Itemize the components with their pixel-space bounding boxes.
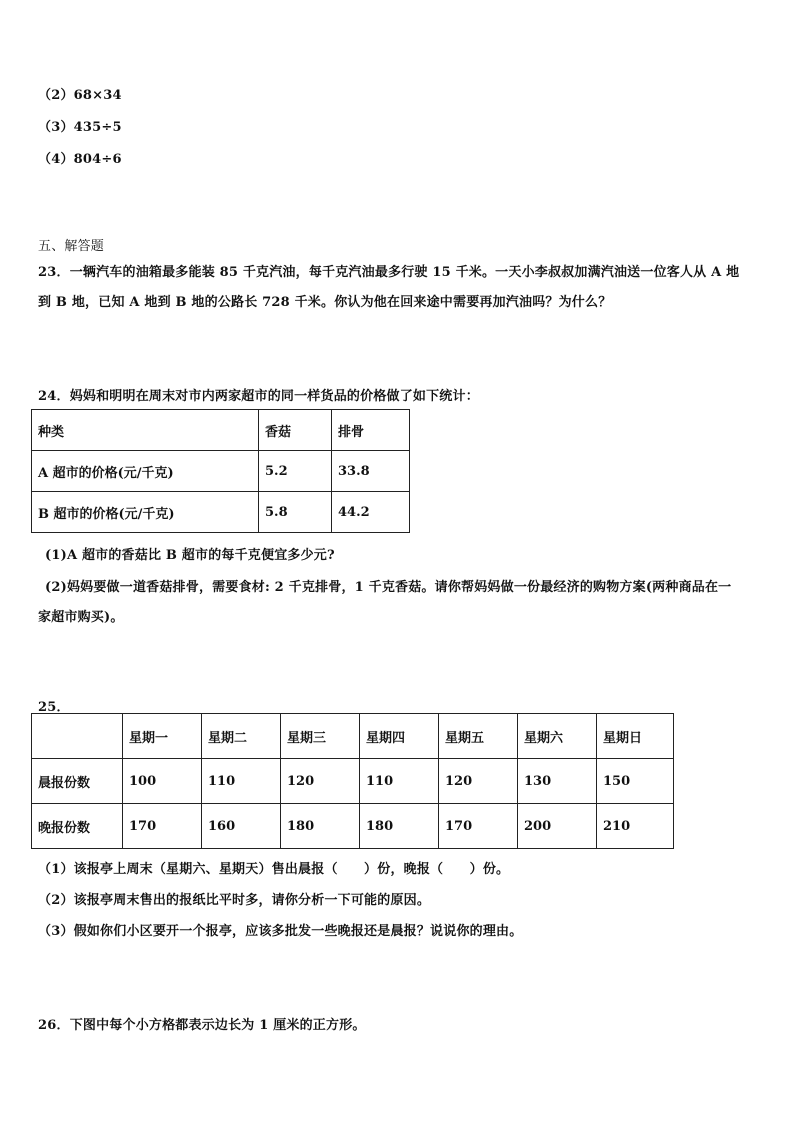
table-cell: 香菇 — [259, 410, 332, 451]
table-cell: 180 — [360, 804, 439, 849]
q24-sub1: (1)A 超市的香菇比 B 超市的每千克便宜多少元? — [45, 548, 335, 563]
table-cell: 100 — [123, 759, 202, 804]
table-cell: 200 — [518, 804, 597, 849]
table-cell: 星期一 — [123, 714, 202, 759]
table-cell: 5.2 — [259, 451, 332, 492]
table-cell: B 超市的价格(元/千克) — [32, 492, 259, 533]
price-table — [31, 409, 410, 533]
table-row — [32, 759, 674, 804]
table-row — [32, 714, 674, 759]
table-cell: 星期日 — [597, 714, 674, 759]
table-cell: 150 — [597, 759, 674, 804]
q24-intro: 24．妈妈和明明在周末对市内两家超市的同一样货品的价格做了如下统计： — [38, 389, 479, 404]
q23-line2: 到 B 地，已知 A 地到 B 地的公路长 728 千米。你认为他在回来途中需要再加汽油吗？为什么？ — [38, 295, 612, 310]
table-cell: 130 — [518, 759, 597, 804]
table-cell: 星期六 — [518, 714, 597, 759]
table-cell: 44.2 — [332, 492, 410, 533]
table-cell: 33.8 — [332, 451, 410, 492]
q23-line1: 23．一辆汽车的油箱最多能装 85 千克汽油，每千克汽油最多行驶 15 千米。一天小李叔叔加满汽油送一位客人从 A 地 — [38, 265, 740, 280]
q26-line1: 26．下图中每个小方格都表示边长为 1 厘米的正方形。 — [38, 1018, 366, 1033]
table-cell: 120 — [439, 759, 518, 804]
table-cell: 160 — [202, 804, 281, 849]
q25-label: 25． — [38, 700, 70, 715]
q24-sub2-line2: 家超市购买)。 — [38, 610, 124, 625]
q25-sub1: （1）该报亭上周末（星期六、星期天）售出晨报（ ）份，晚报（ ）份。 — [38, 862, 510, 877]
table-cell: 170 — [439, 804, 518, 849]
table-cell: 星期四 — [360, 714, 439, 759]
q24-sub2-line1: (2)妈妈要做一道香菇排骨，需要食材: 2 千克排骨，1 千克香菇。请你帮妈妈做一份最经济的购物方案(两种商品在一 — [45, 580, 732, 595]
calc-q3: （3）435÷5 — [38, 120, 122, 135]
table-cell: 晨报份数 — [32, 759, 123, 804]
table-cell: 种类 — [32, 410, 259, 451]
table-cell: 排骨 — [332, 410, 410, 451]
q25-sub2: （2）该报亭周末售出的报纸比平时多，请你分析一下可能的原因。 — [38, 893, 431, 908]
table-cell: 晚报份数 — [32, 804, 123, 849]
table-row — [32, 451, 410, 492]
table-row — [32, 804, 674, 849]
section-heading: 五、解答题 — [38, 239, 105, 254]
table-cell: 110 — [202, 759, 281, 804]
newspaper-table — [31, 713, 674, 849]
table-cell: 星期五 — [439, 714, 518, 759]
q25-sub3: （3）假如你们小区要开一个报亭，应该多批发一些晚报还是晨报？说说你的理由。 — [38, 924, 523, 939]
table-row — [32, 410, 410, 451]
table-cell: 180 — [281, 804, 360, 849]
table-cell: 170 — [123, 804, 202, 849]
table-cell: 星期三 — [281, 714, 360, 759]
table-row — [32, 492, 410, 533]
calc-q2: （2）68×34 — [38, 88, 122, 103]
table-cell: A 超市的价格(元/千克) — [32, 451, 259, 492]
table-cell: 110 — [360, 759, 439, 804]
calc-q4: （4）804÷6 — [38, 152, 122, 167]
table-cell: 星期二 — [202, 714, 281, 759]
table-cell: 5.8 — [259, 492, 332, 533]
table-cell: 120 — [281, 759, 360, 804]
table-cell — [32, 714, 123, 759]
table-cell: 210 — [597, 804, 674, 849]
